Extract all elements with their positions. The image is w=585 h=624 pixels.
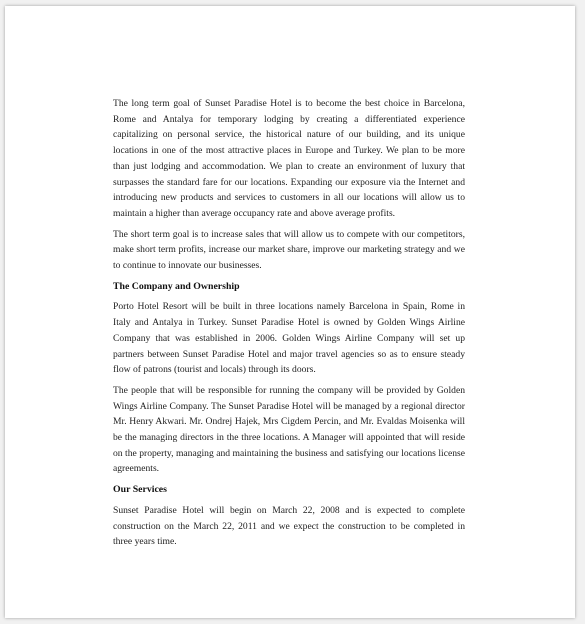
heading-our-services: Our Services xyxy=(113,484,167,496)
document-body xyxy=(113,96,465,555)
para-company: Porto Hotel Resort will be built in three locations namely Barcelona in Spain, Rome in Italy and Antalya in Turkey. Sunset Paradise Hotel is owned by Golden Wings Airline Company that was established in 2006. Golden Wings Airline Company will set up partners between Sunset Paradise Hotel and major travel agencies so as to ensure steady flow of patrons (tourist and locals) through its doors. xyxy=(113,301,465,376)
para-short-term-goal: The short term goal is to increase sales that will allow us to compete with our competitors, make short term profits, increase our market share, improve our marketing strategy and we to continue to innovate our businesses. xyxy=(113,228,465,272)
para-services: Sunset Paradise Hotel will begin on March 22, 2008 and is expected to complete construction on the March 22, 2011 and we expect the construction to be completed in three years time. xyxy=(113,504,465,548)
para-management: The people that will be responsible for running the company will be provided by Golden Wings Airline Company. The Sunset Paradise Hotel will be managed by a regional director Mr. Henry Akwari. Mr. Ondrej Hajek, Mrs Cigdem Percin, and Mr. Evaldas Moisenka will be the managing directors in the three locations. A Manager will appointed that will reside on the property, managing and maintaining the business and satisfying our locations license agreements. xyxy=(113,384,465,475)
heading-company-ownership: The Company and Ownership xyxy=(113,280,240,292)
para-long-term-goal: The long term goal of Sunset Paradise Hotel is to become the best choice in Barcelona, Rome and Antalya for temporary lodging by creating a differentiated experience capitalizing on personal service, the historical nature of our building, and its unique locations in one of the most attractive places in Europe and Turkey. We plan to be more than just lodging and accommodation. We plan to create an environment of luxury that surpasses the standard fare for our locations. Expanding our exposure via the Internet and introducing new products and services to customers in all our locations will allow us to maintain a higher than average occupancy rate and above average profits. xyxy=(113,98,465,219)
document-page xyxy=(5,6,575,618)
